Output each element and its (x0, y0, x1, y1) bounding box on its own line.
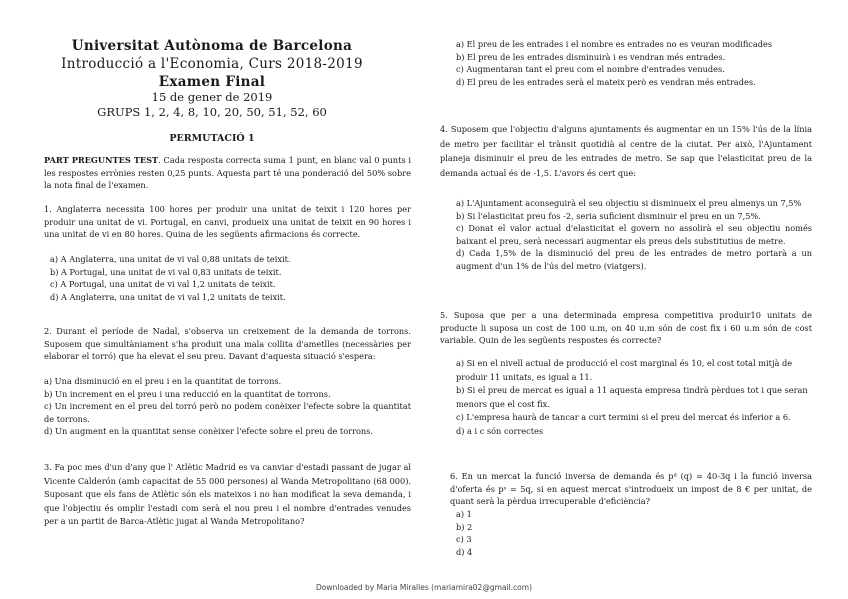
question-4 (440, 122, 812, 180)
question-6 (450, 470, 812, 508)
option: c) A Portugal, una unitat de vi val 1,2 unitats de teixit. (50, 279, 276, 289)
test-intro (44, 154, 411, 192)
question-1-options (50, 253, 411, 303)
option: c) Un increment en el preu del torró però no podem conèixer l'efecte sobre la quantitat de torrons. (44, 401, 411, 424)
option: a) Si en el nivell actual de producció el cost marginal és 10, el cost total mitjà de produir 11 unitats, es igual a 11. (456, 358, 793, 382)
question-1-text: 1. Anglaterra necessita 100 hores per produir una unitat de teixit i 120 hores per produir una unitat de vi. Portugal, en canvi, produeix una unitat de teixit en 90 hores i una unitat de vi en 80 hores. Quina de les següents afirmacions és correcte. (44, 204, 411, 239)
question-6-text: 6. En un mercat la funció inversa de demanda és pᵈ (q) = 40-3q i la funció inversa d'oferta és pˢ = 5q, si en aquest mercat s'introdueix un impost de 8 € per unitat, de quant serà la pèrdua irrecuperable d'eficiència? (450, 471, 812, 506)
option: d) a i c són correctes (456, 425, 544, 436)
course-title: Introducció a l'Economia, Curs 2018-2019 (61, 56, 363, 72)
question-1 (44, 203, 411, 241)
question-2 (44, 325, 411, 363)
download-footer: Downloaded by Maria Miralles (mariamira02@gmail.com) (315, 583, 532, 592)
option: a) L'Ajuntament aconseguirà el seu objectiu si disminueix el preu almenys un 7,5% (456, 198, 802, 208)
option: a) El preu de les entrades i el nombre es entrades no es veuran modificades (456, 39, 773, 49)
question-5 (440, 309, 812, 347)
question-4-options (456, 197, 812, 272)
question-6-options (456, 508, 556, 558)
question-5-text: 5. Suposa que per a una determinada empresa competitiva produir10 unitats de producte li suposa un cost de 100 u.m, on 40 u.m són de cost fix i 60 u.m són de cost variable. Quin de les següents respostes és correcte? (440, 310, 812, 345)
option: c) Donat el valor actual d'elasticitat el govern no assolirà el seu objectiu només baixant el preu, serà necessari augmentar els preus dels substitutius de metre. (456, 223, 812, 246)
option: b) El preu de les entrades disminuirà i es vendran més entrades. (456, 51, 726, 62)
option: b) 2 (456, 521, 473, 532)
exam-date: 15 de gener de 2019 (151, 90, 273, 104)
option: b) A Portugal, una unitat de vi val 0,83 unitats de teixit. (50, 266, 282, 277)
option: a) 1 (456, 509, 472, 519)
question-3-text: 3. Fa poc mes d'un d'any que l' Atlètic Madrid es va canviar d'estadi passant de jugar al Vicente Calderón (amb capacitat de 55 000 persones) al Wanda Metropolitano (68 000). Suposant que els fans de Atlètic són els mateixos i no han modificat la seva demanda, i que l'objectiu és omplir l'estadi com serà el nou preu i el nombre d'entrades venudes per a un partit de Barca-Atlètic jugat al Wanda Metropolitano? (44, 462, 411, 526)
option: d) 4 (456, 546, 473, 557)
option: b) Si el preu de mercat es igual a 11 aquesta empresa tindrà pèrdues tot i que seran menors que el cost fix. (456, 385, 808, 409)
option: b) Un increment en el preu i una reducció en la quantitat de torrons. (44, 388, 331, 399)
option: d) A Anglaterra, una unitat de vi val 1,2 unitats de teixit. (50, 291, 286, 302)
question-3-options (456, 38, 816, 88)
question-5-options (456, 357, 812, 438)
option: d) Un augment en la quantitat sense conèixer l'efecte sobre el preu de torrons. (44, 426, 373, 436)
option: a) Una disminució en el preu i en la quantitat de torrons. (44, 376, 282, 386)
university-title: Universitat Autònoma de Barcelona (71, 38, 353, 54)
option: c) L'empresa haurà de tancar a curt termini si el preu del mercat és inferior a 6. (456, 412, 791, 422)
intro-bold: PART PREGUNTES TEST (44, 155, 159, 165)
question-2-text: 2. Durant el període de Nadal, s'observa un creixement de la demanda de torrons. Suposem que simultàniament s'ha produit una mala collita d'ametlles (necessàries per elaborar el torró) que ha elevat el seu preu. Davant d'aquesta situació s'espera: (44, 326, 411, 361)
exam-title: Examen Final (158, 74, 266, 90)
option: d) Cada 1,5% de la disminució del preu de les entrades de metro portarà a un augment d'un 1% de l'ús del metro (viatgers). (456, 248, 812, 271)
option: c) Augmentaran tant el preu com el nombre d'entrades venudes. (456, 64, 725, 74)
option: c) 3 (456, 534, 472, 544)
exam-groups: GRUPS 1, 2, 4, 8, 10, 20, 50, 51, 52, 60 (97, 105, 327, 119)
option: b) Si l'elasticitat preu fos -2, seria suficient disminuir el preu en un 7,5%. (456, 210, 761, 221)
question-4-text: 4. Suposem que l'objectiu d'alguns ajuntaments és augmentar en un 15% l'ús de la línia de metro per facilitar el trànsit quotidià al centre de la ciutat. Per això, l'Ajuntament planeja disminuir el preu de les entrades de metro. Se sap que l'elasticitat preu de la demanda actual és de -1,5. L'avors és cert que: (440, 124, 812, 178)
permutation-label: PERMUTACIÓ 1 (169, 133, 255, 144)
question-3 (44, 461, 411, 529)
question-2-options (44, 375, 411, 438)
option: d) El preu de les entrades serà el mateix però es vendran més entrades. (456, 76, 756, 87)
option: a) A Anglaterra, una unitat de vi val 0,88 unitats de teixit. (50, 254, 291, 264)
intro-text: . Cada resposta correcta suma 1 punt, en blanc val 0 punts i les respostes errònies resten 0,25 punts. Aquesta part té una ponderació del 50% sobre la nota final de l'examen. (44, 155, 411, 190)
